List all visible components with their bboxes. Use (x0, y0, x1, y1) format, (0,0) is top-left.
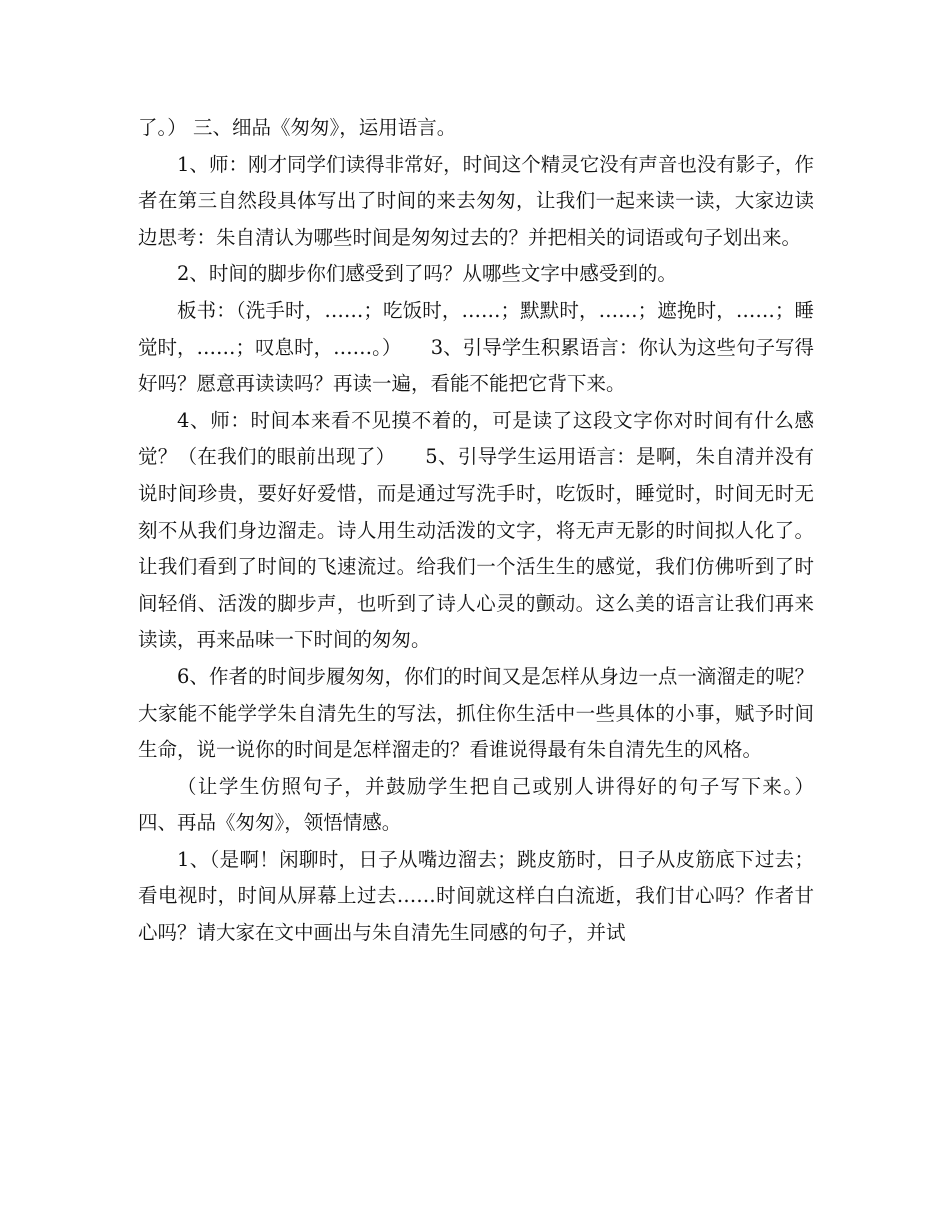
paragraph-step-1: 1、师：刚才同学们读得非常好，时间这个精灵它没有声音也没有影子，作者在第三自然段具体写出了时间的来去匆匆，让我们一起来读一读，大家边读边思考：朱自清认为哪些时间是匆匆过去的？并把相关的词语或句子划出来。 (138, 152, 814, 249)
paragraph-section-4-step-1: 1、（是啊！闲聊时，日子从嘴边溜去；跳皮筋时，日子从皮筋底下过去；看电视时，时间从屏幕上过去……时间就这样白白流逝，我们甘心吗？作者甘心吗？请大家在文中画出与朱自清先生同感的句子，并试 (138, 847, 814, 945)
document-body (138, 110, 814, 952)
paragraph-blackboard-step-3: 板书：（洗手时，……；吃饭时，……；默默时，……；遮挽时，……；睡觉时，……；叹息时，……。） 3、引导学生积累语言：你认为这些句子写得好吗？愿意再读读吗？再读一遍，看能不能把它背下来。 (138, 298, 814, 396)
paragraph-continuation-section-3: 了。） 三、细品《匆匆》，运用语言。 (138, 116, 457, 139)
paragraph-step-6: 6、作者的时间步履匆匆，你们的时间又是怎样从身边一点一滴溜走的呢？大家能不能学学朱自清先生的写法，抓住你生活中一些具体的小事，赋予时间生命，说一说你的时间是怎样溜走的？看谁说得最有朱自清先生的风格。 (138, 664, 814, 762)
paragraph-step-2: 2、时间的脚步你们感受到了吗？从哪些文字中感受到的。 (177, 262, 677, 286)
paragraph-step-4-5: 4、师：时间本来看不见摸不着的，可是读了这段文字你对时间有什么感觉？（在我们的眼前出现了） 5、引导学生运用语言：是啊，朱自清并没有说时间珍贵，要好好爱惜，而是通过写洗手时，吃饭时，睡觉时，时间无时无刻不从我们身边溜走。诗人用生动活泼的文字，将无声无影的时间拟人化了。让我们看到了时间的飞速流过。给我们一个活生生的感觉，我们仿佛听到了时间轻俏、活泼的脚步声，也听到了诗人心灵的颤动。这么美的语言让我们再来读读，再来品味一下时间的匆匆。 (138, 408, 814, 652)
paragraph-section-4: （让学生仿照句子，并鼓励学生把自己或别人讲得好的句子写下来。） 四、再品《匆匆》，领悟情感。 (138, 774, 814, 835)
